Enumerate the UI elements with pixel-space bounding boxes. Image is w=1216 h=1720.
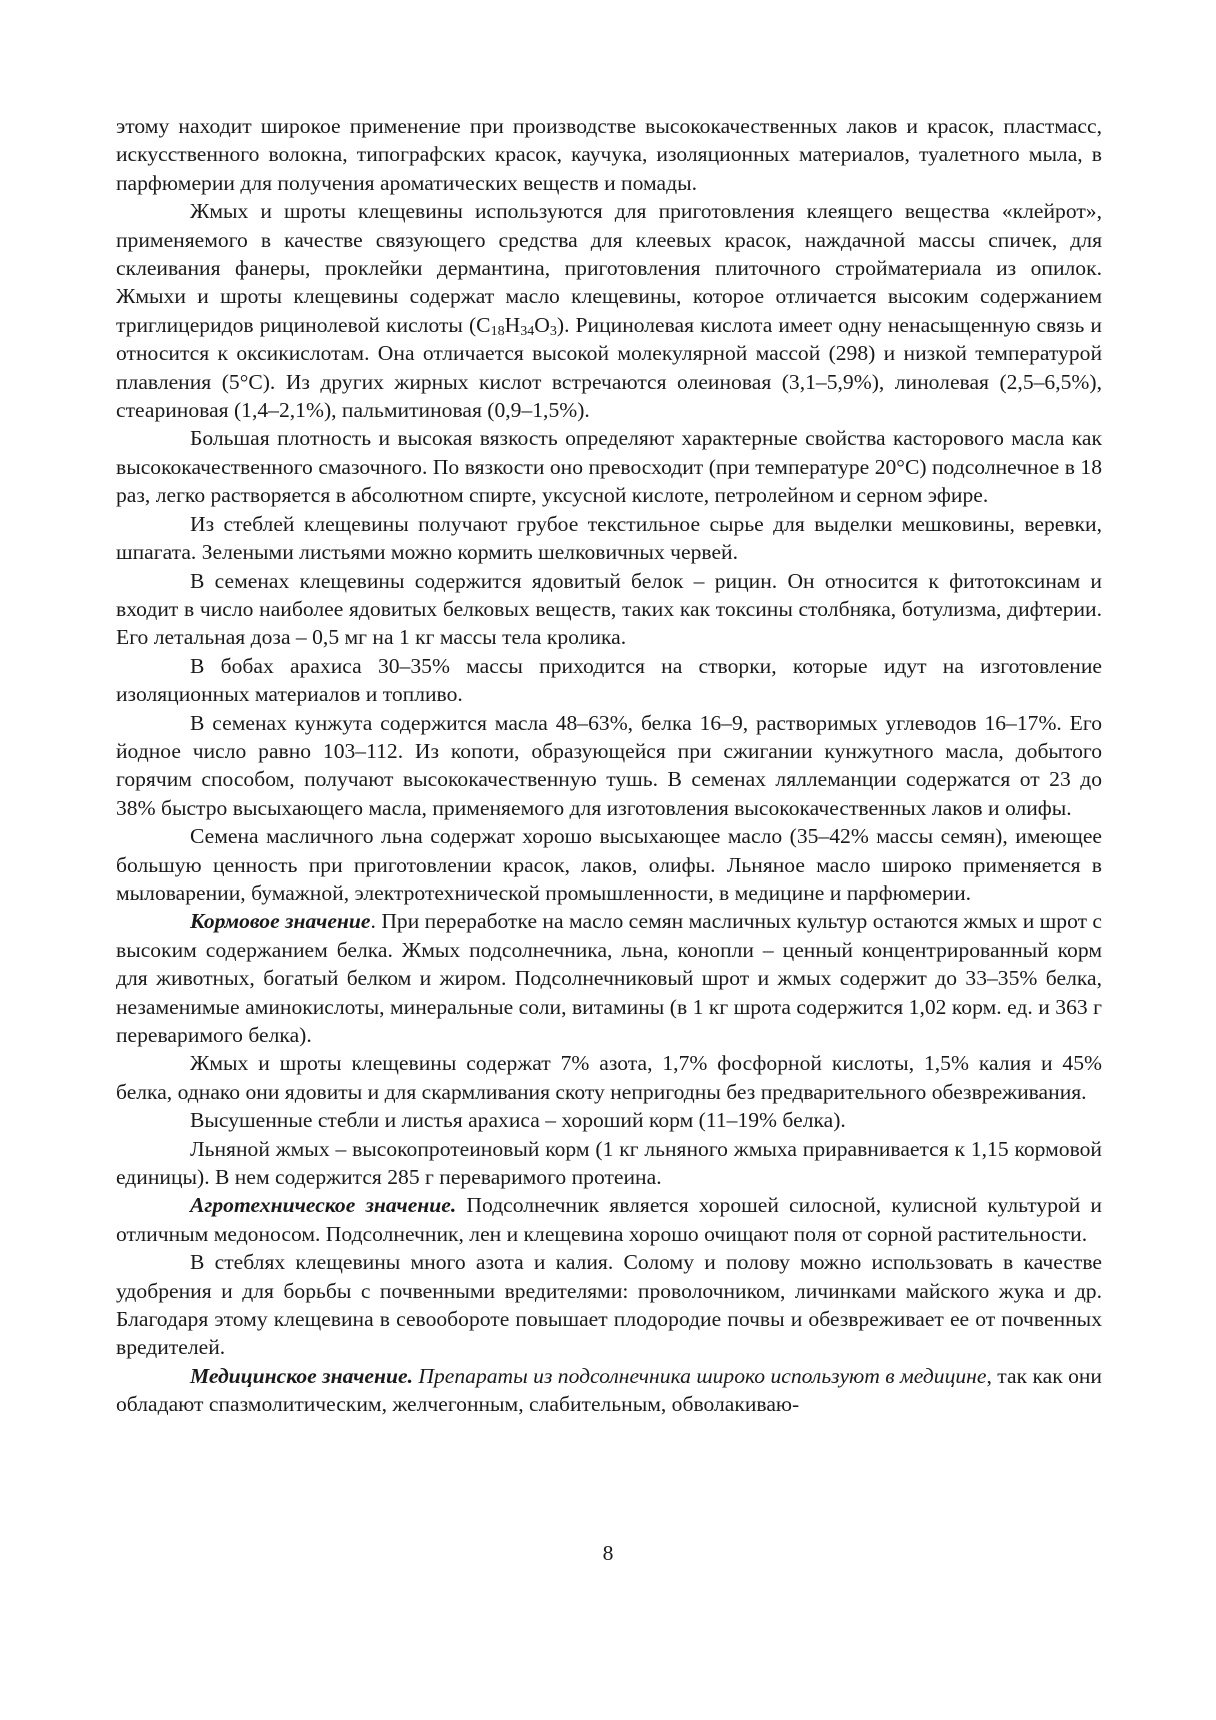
section-heading-agrotechnical: Агротехническое значение. bbox=[190, 1193, 457, 1218]
paragraph-peanut-stems: Высушенные стебли и листья арахиса – хороший корм (11–19% белка). bbox=[190, 1108, 846, 1133]
paragraph-flax: Семена масличного льна содержат хорошо высыхающее масло (35–42% массы семян), имеющее большую ценность при приготовлении красок, лаков, олифы. Льняное масло широко применяется в мыловарении, бумажной, электротехнической промышленности, в медицине и парфюмерии. bbox=[116, 824, 1102, 905]
paragraph-medical-value: Медицинское значение. Препараты из подсолнечника широко используют в медицине, так как они обладают спазмолитическим, желчегонным, слабительным, обволакиваю- bbox=[116, 1363, 1102, 1417]
paragraph-sesame: В семенах кунжута содержится масла 48–63%, белка 16–9, растворимых углеводов 16–17%. Его йодное число равно 103–112. Из копоти, образующейся при сжигании кунжутного масла, добытого горячим способом, получают высококачественную тушь. В семенах ляллеманции содержатся от 23 до 38% быстро высыхающего масла, применяемого для изготовления высококачественных лаков и олифы. bbox=[116, 710, 1102, 820]
paragraph-castor-stems: Из стеблей клещевины получают грубое текстильное сырье для выделки мешковины, веревки, шпагата. Зелеными листьями можно кормить шелковичных червей. bbox=[116, 511, 1102, 565]
page-number: 8 bbox=[602, 1541, 614, 1565]
paragraph-castor-oil-viscosity: Большая плотность и высокая вязкость определяют характерные свойства касторового масла как высококачественного смазочного. По вязкости оно превосходит (при температуре 20°C) подсолнечное в 18 раз, легко растворяется в абсолютном спирте, уксусной кислоте, петролейном и серном эфире. bbox=[116, 426, 1102, 508]
paragraph-castor-meal-feed: Жмых и шроты клещевины содержат 7% азота, 1,7% фосфорной кислоты, 1,5% калия и 45% белка, однако они ядовиты и для скармливания скоту непригодны без предварительного обезвреживания. bbox=[116, 1051, 1102, 1104]
paragraph-peanut: В бобах арахиса 30–35% массы приходится на створки, которые идут на изготовление изоляционных материалов и топливо. bbox=[116, 653, 1102, 707]
section-heading-feed: Кормовое значение bbox=[190, 909, 371, 934]
paragraph-agrotechnical-value: Агротехническое значение. Подсолнечник является хорошей силосной, кулисной культурой и отличным медоносом. Подсолнечник, лен и клещевина хорошо очищают поля от сорной растительности. bbox=[116, 1193, 1102, 1246]
paragraph-ricin: В семенах клещевины содержится ядовитый белок – рицин. Он относится к фитотоксинам и входит в число наиболее ядовитых белковых веществ, таких как токсины столбняка, ботулизма, дифтерии. Его летальная доза – 0,5 мг на 1 кг массы тела кролика. bbox=[116, 568, 1102, 650]
section-heading-medical: Медицинское значение. bbox=[190, 1363, 413, 1388]
page-body bbox=[116, 112, 1102, 1419]
paragraph-castor-meal: Жмых и шроты клещевины используются для приготовления клеящего вещества «клейрот», применяемого в качестве связующего средства для клеевых красок, наждачной массы спичек, для склеивания фанеры, проклейки дермантина, приготовления плиточного стройматериала из опилок. Жмыхи и шроты клещевины содержат масло клещевины, которое отличается высоким содержанием триглицеридов рицинолевой кислоты $(C_{18}H_{34}O_3)$. Рицинолевая кислота имеет одну ненасыщенную связь и относится к оксикислотам. Она отличается высокой молекулярной массой (298) и низкой температурой плавления (5°C). Из других жирных кислот встречаются олеиновая (3,1–5,9%), линолевая (2,5–6,5%), стеариновая (1,4–2,1%), пальмитиновая (0,9–1,5%). bbox=[116, 199, 1102, 423]
paragraph-continuation: этому находит широкое применение при производстве высококачественных лаков и красок, пластмасс, искусственного волокна, типографских красок, каучука, изоляционных материалов, туалетного мыла, в парфюмерии для получения ароматических веществ и помады. bbox=[116, 114, 1102, 195]
paragraph-feed-value: Кормовое значение. При переработке на масло семян масличных культур остаются жмых и шрот с высоким содержанием белка. Жмых подсолнечника, льна, конопли – ценный концентрированный корм для животных, богатый белком и жиром. Подсолнечниковый шрот и жмых содержит до 33–35% белка, незаменимые аминокислоты, минеральные соли, витамины (в 1 кг шрота содержится 1,02 корм. ед. и 363 г переваримого белка). bbox=[116, 909, 1103, 1047]
paragraph-flax-meal: Льняной жмых – высокопротеиновый корм (1 кг льняного жмыха приравнивается к 1,15 кормовой единицы). В нем содержится 285 г переваримого протеина. bbox=[116, 1136, 1102, 1190]
paragraph-castor-stems-fertilizer: В стеблях клещевины много азота и калия. Солому и полову можно использовать в качестве удобрения и для борьбы с почвенными вредителями: проволочником, личинками майского жука и др. Благодаря этому клещевина в севообороте повышает плодородие почвы и обезвреживает ее от почвенных вредителей. bbox=[116, 1250, 1102, 1360]
